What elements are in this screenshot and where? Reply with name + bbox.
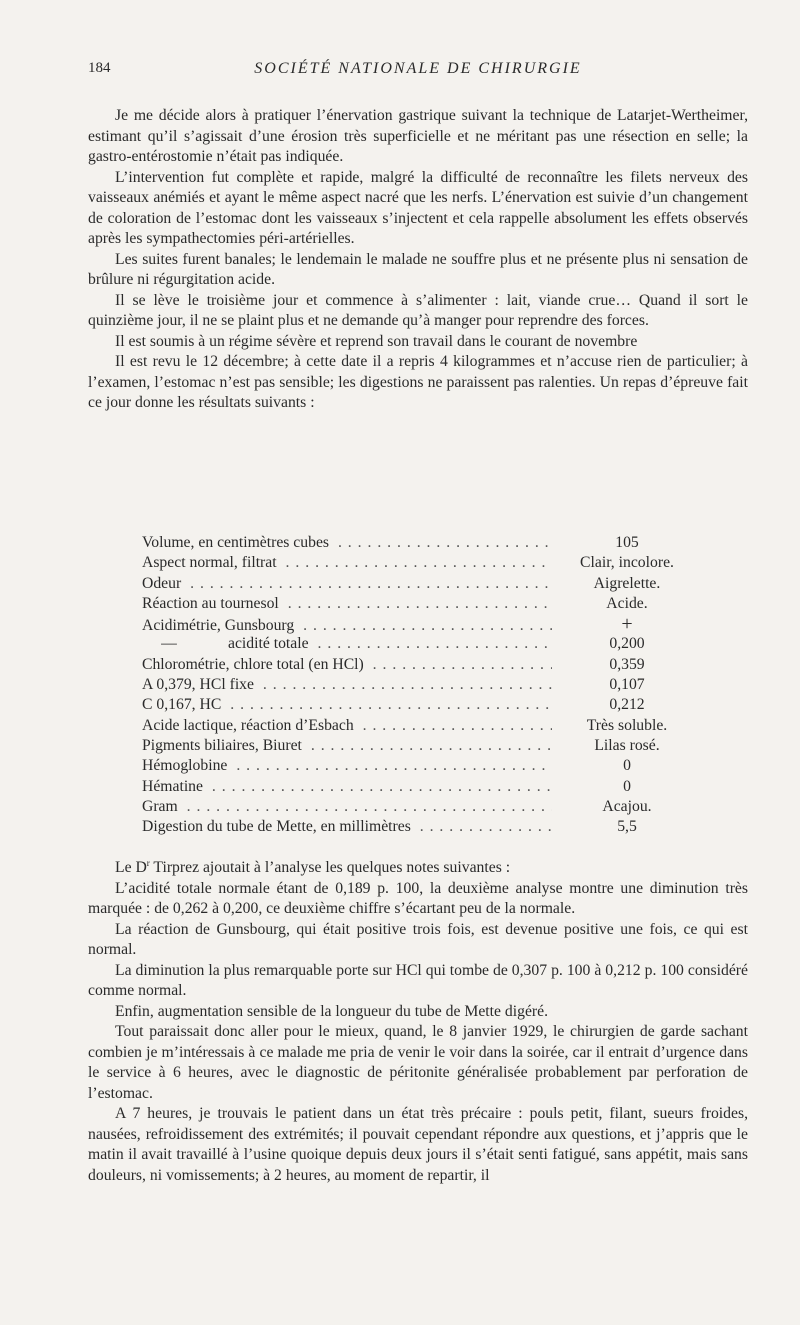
result-label: C 0,167, HC bbox=[142, 696, 222, 714]
paragraph: L’intervention fut complète et rapide, malgré la difficulté de reconnaître les filets nerveux des vaisseaux anémiés et ayant le même aspect nacré que les nerfs. L’énervation est suivie d’un changement de coloration de l’estomac dont les vaisseaux s’injectent et cela rappelle absolument les effets observés après les sympathectomies péri-artérielles. bbox=[88, 168, 748, 247]
result-value: 5,5 bbox=[617, 818, 637, 836]
result-value: 0 bbox=[623, 777, 631, 795]
intro-text bbox=[88, 106, 748, 414]
result-label: Pigments biliaires, Biuret bbox=[142, 736, 302, 754]
result-value: 0,359 bbox=[609, 655, 645, 673]
tirprez-note bbox=[88, 858, 748, 879]
result-label: Aspect normal, filtrat bbox=[142, 554, 277, 572]
paragraph: Les suites furent banales; le lendemain le malade ne souffre plus et ne présente plus ni sensation de brûlure ni régurgitation acide. bbox=[88, 250, 748, 288]
result-row bbox=[142, 533, 702, 553]
result-value: + bbox=[621, 613, 633, 636]
result-label: Hématine bbox=[142, 777, 203, 795]
paragraph: La réaction de Gunsbourg, qui était positive trois fois, est devenue positive une fois, ce qui est normal. bbox=[88, 920, 748, 958]
result-value: 0,107 bbox=[609, 676, 645, 694]
result-label: Réaction au tournesol bbox=[142, 594, 279, 612]
result-label: Acidimétrie, Gunsbourg bbox=[142, 617, 295, 635]
result-label: Volume, en centimètres cubes bbox=[142, 534, 330, 551]
running-title: SOCIÉTÉ NATIONALE DE CHIRURGIE bbox=[254, 60, 582, 77]
result-value: 0,200 bbox=[609, 635, 645, 653]
note-text: Tirprez ajoutait à l’analyse les quelques notes suivantes : bbox=[149, 859, 511, 876]
result-label: Hémoglobine bbox=[142, 757, 228, 775]
paragraph: Je me décide alors à pratiquer l’énervation gastrique suivant la technique de Latarjet-Wertheimer, estimant qu’il s’agissait d’une érosion très superficielle et ne méritant pas une résection en selle; la gastro-entérostomie n’était pas indiquée. bbox=[88, 107, 748, 165]
result-value: 105 bbox=[615, 534, 639, 551]
result-row bbox=[142, 594, 702, 614]
paragraph: Enfin, augmentation sensible de la longueur du tube de Mette digéré. bbox=[115, 1002, 549, 1020]
result-value: Acajou. bbox=[602, 797, 652, 815]
page-header bbox=[88, 60, 748, 84]
result-value: Clair, incolore. bbox=[580, 554, 674, 572]
paragraph: Il est soumis à un régime sévère et reprend son travail dans le courant de novembre bbox=[115, 332, 638, 350]
page-number: 184 bbox=[88, 60, 111, 76]
result-row bbox=[142, 655, 702, 675]
ditto-dash: — bbox=[161, 635, 177, 653]
note-text: Le D bbox=[115, 859, 147, 876]
result-row bbox=[142, 634, 702, 654]
result-row bbox=[142, 553, 702, 573]
paragraph: L’acidité totale normale étant de 0,189 p. 100, la deuxième analyse montre une diminution très marquée : de 0,262 à 0,200, ce deuxième chiffre s’écartant peu de la normale. bbox=[88, 879, 748, 917]
result-value: Acide. bbox=[606, 594, 648, 612]
outro-text bbox=[88, 858, 748, 1186]
result-row bbox=[142, 716, 702, 736]
result-label: Digestion du tube de Mette, en millimètres bbox=[142, 818, 411, 836]
result-label: Gram bbox=[142, 797, 178, 815]
result-value: Lilas rosé. bbox=[594, 736, 660, 754]
paragraph: Tout paraissait donc aller pour le mieux, quand, le 8 janvier 1929, le chirurgien de garde sachant combien je m’intéressais à ce malade me pria de venir le voir dans la soirée, car il entrait d’urgence dans le service à 6 heures, avec le diagnostic de péritonite généralisée probablement par perforation de l’estomac. bbox=[88, 1023, 748, 1102]
result-row bbox=[142, 797, 702, 817]
paragraph: A 7 heures, je trouvais le patient dans un état très précaire : pouls petit, filant, sueurs froides, nausées, refroidissement des extrémités; il pouvait cependant répondre aux questions, et j’appris que le matin il avait travaillé à l’usine quoique depuis deux jours il s’était senti fatigué, sans appétit, mais sans douleurs, ni vomissements; à 2 heures, au moment de repartir, il bbox=[88, 1105, 748, 1184]
paragraph: La diminution la plus remarquable porte sur HCl qui tombe de 0,307 p. 100 à 0,212 p. 100 considéré comme normal. bbox=[88, 961, 748, 999]
result-row bbox=[142, 736, 702, 756]
note-superscript: r bbox=[146, 857, 150, 868]
result-label: Chlorométrie, chlore total (en HCl) bbox=[142, 655, 364, 673]
result-row bbox=[142, 817, 702, 837]
result-row bbox=[142, 574, 702, 594]
result-value: 0,212 bbox=[609, 696, 645, 714]
test-meal-results-table bbox=[142, 533, 702, 837]
result-label: acidité totale bbox=[228, 635, 309, 653]
paragraph: Il est revu le 12 décembre; à cette date il a repris 4 kilogrammes et n’accuse rien de particulier; à l’examen, l’estomac n’est pas sensible; les digestions ne paraissent pas ralenties. Un repas d’épreuve fait ce jour donne les résultats suivants : bbox=[88, 353, 748, 411]
result-row bbox=[142, 756, 702, 776]
result-row bbox=[142, 614, 702, 634]
result-row bbox=[142, 675, 702, 695]
result-row bbox=[142, 777, 702, 797]
result-value: Très soluble. bbox=[586, 716, 668, 734]
result-label: Acide lactique, réaction d’Esbach bbox=[142, 716, 354, 734]
paragraph: Il se lève le troisième jour et commence à s’alimenter : lait, viande crue… Quand il sort le quinzième jour, il ne se plaint plus et ne demande qu’à manger pour reprendre des forces. bbox=[88, 291, 748, 329]
result-label: A 0,379, HCl fixe bbox=[142, 676, 254, 694]
result-label: Odeur bbox=[142, 574, 182, 592]
result-row bbox=[142, 695, 702, 715]
result-value: Aigrelette. bbox=[593, 574, 661, 592]
result-value: 0 bbox=[623, 757, 631, 775]
